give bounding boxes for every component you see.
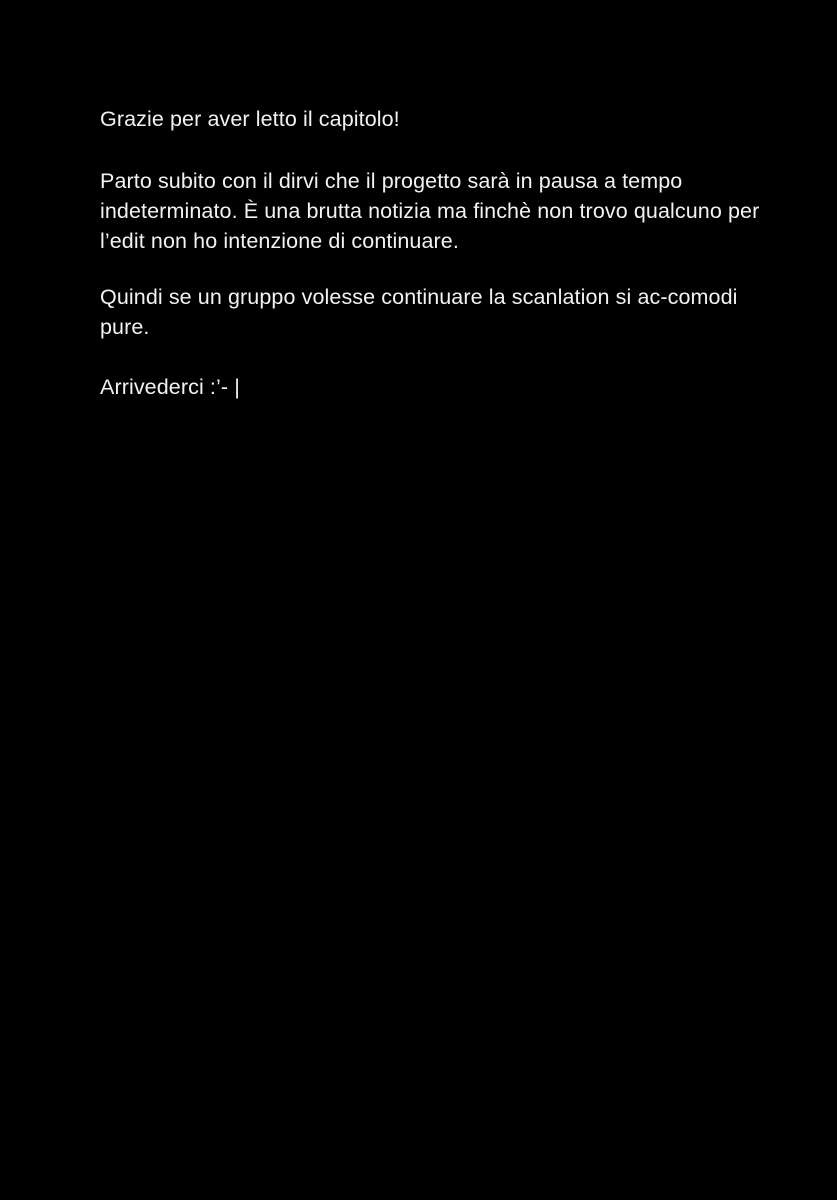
note-paragraph-handoff: Quindi se un gruppo volesse continuare la scanlation si ac-comodi pure. — [100, 285, 738, 339]
note-signoff: Arrivederci :’- | — [100, 375, 240, 399]
note-container — [100, 104, 772, 402]
note-greeting: Grazie per aver letto il capitolo! — [100, 107, 400, 131]
note-paragraph-hiatus: Parto subito con il dirvi che il progetto sarà in pausa a tempo indeterminato. È una brutta notizia ma finchè non trovo qualcuno per l’edit non ho intenzione di continuare. — [100, 169, 760, 253]
